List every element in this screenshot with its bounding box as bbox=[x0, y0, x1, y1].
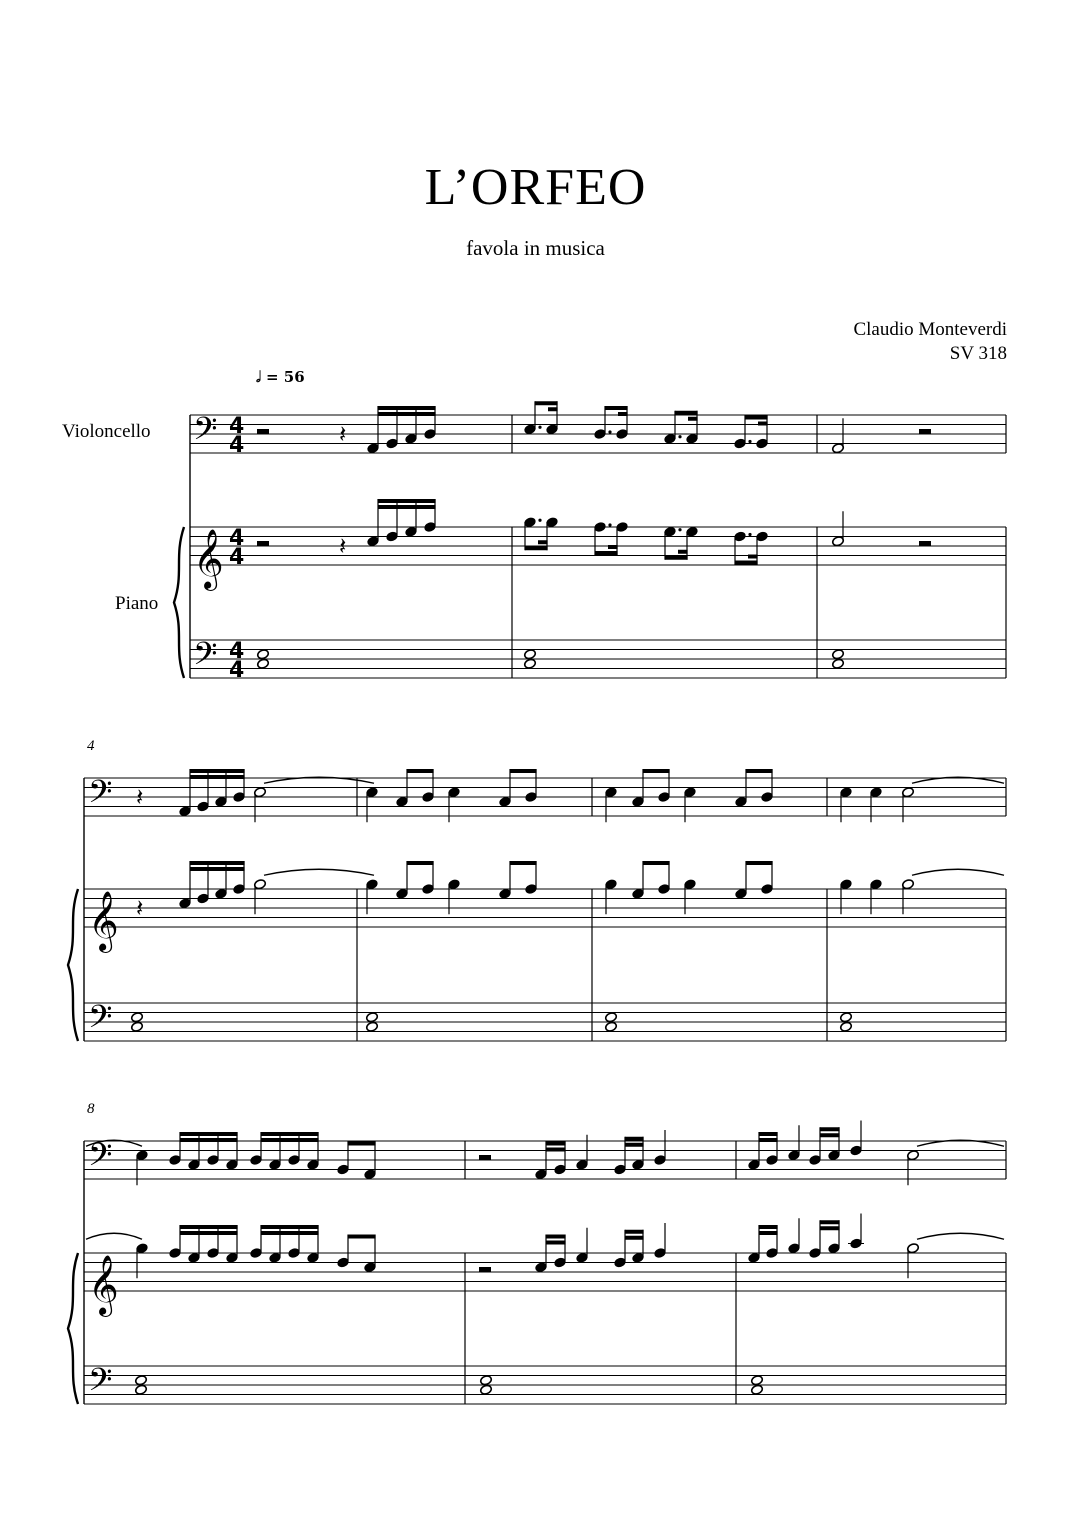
note-beam bbox=[261, 1231, 319, 1235]
piano-brace bbox=[174, 527, 184, 678]
notation-layer bbox=[68, 401, 1006, 1405]
note-beam bbox=[643, 769, 670, 773]
whole-note-head bbox=[257, 649, 270, 660]
bass-clef: 𝄢 bbox=[193, 635, 218, 680]
time-signature-bottom: 4 bbox=[229, 545, 245, 570]
augmentation-dot bbox=[608, 430, 611, 433]
note-beam bbox=[820, 1220, 840, 1224]
score-subtitle: favola in musica bbox=[466, 236, 605, 260]
note-beam bbox=[820, 1133, 840, 1137]
note-beam bbox=[820, 1226, 840, 1230]
half-rest bbox=[257, 429, 269, 434]
bass-clef: 𝄢 bbox=[88, 1136, 113, 1181]
treble-clef: 𝄞 bbox=[88, 891, 119, 951]
note-beam bbox=[546, 1148, 566, 1152]
note-beam bbox=[758, 422, 768, 426]
time-signature-top: 4 bbox=[229, 414, 245, 439]
note-beam bbox=[625, 1236, 644, 1240]
note-beam bbox=[538, 540, 548, 544]
half-rest bbox=[479, 1155, 491, 1160]
note-beam bbox=[608, 545, 618, 549]
augmentation-dot bbox=[678, 435, 681, 438]
note-beam bbox=[407, 769, 434, 773]
note-beam bbox=[759, 1225, 778, 1229]
note-beam bbox=[759, 1132, 778, 1136]
note-beam bbox=[746, 861, 773, 865]
whole-note-head bbox=[751, 1375, 764, 1386]
tempo-marking: 𝅗𝅥 = 56 bbox=[256, 368, 305, 386]
note-beam bbox=[190, 861, 245, 865]
treble-clef: 𝄞 bbox=[193, 529, 224, 589]
time-signature-top: 4 bbox=[229, 639, 245, 664]
bass-clef: 𝄢 bbox=[88, 998, 113, 1043]
whole-note-head bbox=[366, 1012, 379, 1023]
catalog-number: SV 318 bbox=[949, 343, 1007, 364]
half-rest bbox=[257, 541, 269, 546]
note-beam bbox=[261, 1225, 319, 1229]
note-beam bbox=[378, 406, 436, 410]
whole-note-head bbox=[480, 1384, 493, 1395]
note-beam bbox=[407, 861, 434, 865]
note-beam bbox=[510, 769, 537, 773]
whole-note-head bbox=[840, 1021, 853, 1032]
augmentation-dot bbox=[678, 528, 681, 531]
quarter-rest: 𝄽 bbox=[339, 420, 347, 448]
note-beam bbox=[261, 1138, 319, 1142]
whole-note-head bbox=[480, 1375, 493, 1386]
whole-note-head bbox=[131, 1021, 144, 1032]
note-beam bbox=[180, 1132, 238, 1136]
whole-note-head bbox=[524, 649, 537, 660]
note-beam bbox=[735, 561, 758, 565]
time-signature-top: 4 bbox=[229, 526, 245, 551]
bass-clef: 𝄢 bbox=[88, 1361, 113, 1406]
whole-note-head bbox=[257, 658, 270, 669]
note-beam bbox=[625, 1143, 644, 1147]
note-beam bbox=[190, 775, 245, 779]
time-signature-bottom: 4 bbox=[229, 658, 245, 683]
augmentation-dot bbox=[748, 440, 751, 443]
measure-number-system-3: 8 bbox=[87, 1101, 95, 1117]
note-beam bbox=[820, 1127, 840, 1131]
bass-clef: 𝄢 bbox=[88, 773, 113, 818]
half-rest bbox=[479, 1267, 491, 1272]
augmentation-dot bbox=[538, 426, 541, 429]
piano-brace bbox=[68, 1253, 78, 1404]
half-rest bbox=[919, 429, 931, 434]
whole-note-head bbox=[605, 1021, 618, 1032]
note-beam bbox=[348, 1142, 376, 1146]
augmentation-dot bbox=[748, 533, 751, 536]
whole-note-head bbox=[840, 1012, 853, 1023]
note-beam bbox=[746, 769, 773, 773]
augmentation-dot bbox=[608, 523, 611, 526]
note-beam bbox=[546, 1235, 566, 1239]
score-title: L’ORFEO bbox=[424, 159, 647, 216]
composer-name: Claudio Monteverdi bbox=[853, 319, 1007, 340]
note-beam bbox=[748, 555, 758, 559]
note-beam bbox=[675, 411, 698, 415]
whole-note-head bbox=[524, 658, 537, 669]
whole-note-head bbox=[751, 1384, 764, 1395]
note-beam bbox=[261, 1132, 319, 1136]
note-beam bbox=[190, 769, 245, 773]
note-beam bbox=[605, 406, 628, 410]
note-beam bbox=[595, 551, 618, 555]
note-beam bbox=[665, 556, 688, 560]
note-beam bbox=[625, 1137, 644, 1141]
note-beam bbox=[525, 546, 548, 550]
augmentation-dot bbox=[538, 519, 541, 522]
whole-note-head bbox=[366, 1021, 379, 1032]
note-beam bbox=[759, 1138, 778, 1142]
measure-number-system-2: 4 bbox=[87, 738, 95, 754]
note-beam bbox=[378, 505, 436, 509]
time-signature-bottom: 4 bbox=[229, 433, 245, 458]
note-beam bbox=[378, 499, 436, 503]
treble-clef: 𝄞 bbox=[88, 1255, 119, 1315]
instrument-label-piano: Piano bbox=[115, 593, 159, 614]
note-beam bbox=[688, 417, 698, 421]
note-beam bbox=[348, 1235, 376, 1239]
note-beam bbox=[180, 1138, 238, 1142]
note-beam bbox=[180, 1231, 238, 1235]
bass-clef: 𝄢 bbox=[193, 410, 218, 455]
quarter-rest: 𝄽 bbox=[136, 783, 144, 811]
whole-note-head bbox=[605, 1012, 618, 1023]
whole-note-head bbox=[135, 1384, 148, 1395]
tie bbox=[264, 869, 374, 875]
whole-note-head bbox=[131, 1012, 144, 1023]
whole-note-head bbox=[832, 658, 845, 669]
note-beam bbox=[510, 861, 537, 865]
note-beam bbox=[745, 416, 768, 420]
whole-note-head bbox=[832, 649, 845, 660]
note-beam bbox=[190, 867, 245, 871]
note-beam bbox=[625, 1230, 644, 1234]
tie bbox=[86, 1233, 142, 1239]
note-beam bbox=[535, 401, 558, 405]
quarter-rest: 𝄽 bbox=[136, 894, 144, 922]
note-beam bbox=[759, 1231, 778, 1235]
note-beam bbox=[546, 1142, 566, 1146]
tie bbox=[917, 1233, 1004, 1239]
tie bbox=[912, 869, 1004, 875]
note-beam bbox=[180, 1225, 238, 1229]
half-rest bbox=[919, 541, 931, 546]
piano-brace bbox=[68, 889, 78, 1041]
note-beam bbox=[678, 550, 688, 554]
note-beam bbox=[548, 407, 558, 411]
note-beam bbox=[378, 412, 436, 416]
quarter-rest: 𝄽 bbox=[339, 532, 347, 560]
whole-note-head bbox=[135, 1375, 148, 1386]
instrument-label-cello: Violoncello bbox=[62, 421, 151, 442]
note-beam bbox=[546, 1241, 566, 1245]
note-beam bbox=[643, 861, 670, 865]
note-beam bbox=[618, 412, 628, 416]
